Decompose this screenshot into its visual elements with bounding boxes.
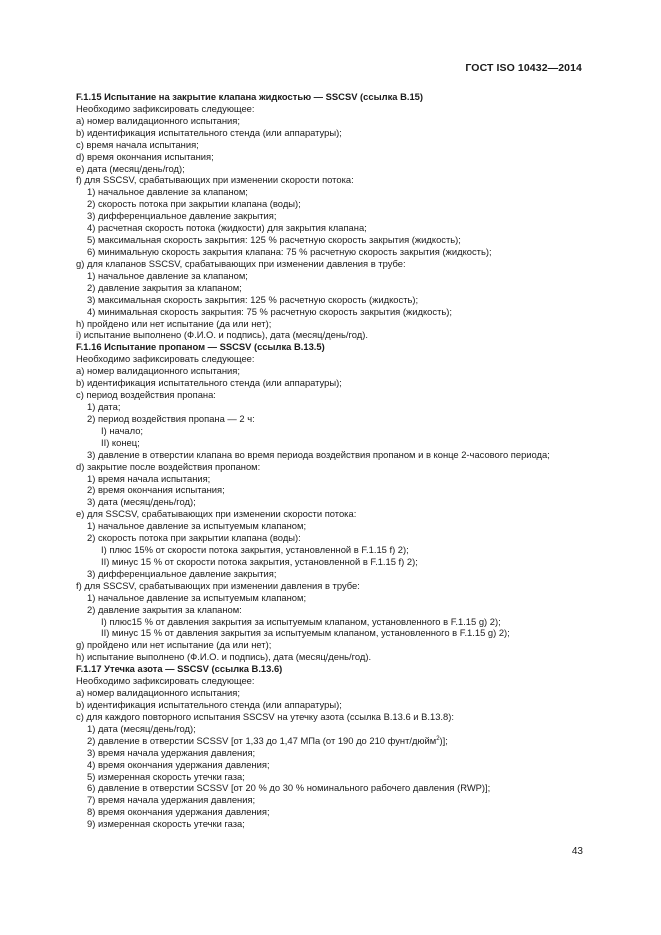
line-text: 2) давление закрытия за клапаном; — [87, 281, 242, 293]
line-text: f) для SSCSV, срабатывающих при изменении давления в трубе: — [76, 579, 360, 591]
line-text: 1) время начала испытания; — [87, 472, 211, 484]
text-line — [76, 544, 606, 556]
text-line — [76, 353, 606, 365]
text-line — [76, 699, 606, 711]
line-text: 3) дифференциальное давление закрытия; — [87, 567, 277, 579]
line-text: F.1.17 Утечка азота — SSCSV (ссылка В.13.6) — [76, 663, 283, 675]
superscript: 2 — [436, 735, 440, 742]
line-text: F.1.15 Испытание на закрытие клапана жидкостью — SSCSV (ссылка В.15) — [76, 91, 424, 102]
line-text: 1) дата; — [87, 400, 121, 412]
text-line — [76, 294, 606, 306]
line-text: 1) начальное давление за клапаном; — [87, 269, 248, 281]
text-line — [76, 711, 606, 723]
text-line — [76, 401, 606, 413]
document-standard-id: ГОСТ ISO 10432—2014 — [465, 62, 582, 74]
text-line — [76, 532, 606, 544]
line-text: 2) период воздействия пропана — 2 ч: — [87, 412, 255, 424]
line-text: f) для SSCSV, срабатывающих при изменении скорости потока: — [76, 174, 354, 186]
text-line — [76, 449, 606, 461]
text-line — [76, 115, 606, 127]
line-text: c) период воздействия пропана: — [76, 389, 216, 401]
text-line — [76, 520, 606, 532]
line-text: h) испытание выполнено (Ф.И.О. и подпись), дата (месяц/день/год). — [76, 651, 372, 663]
line-text: 3) давление в отверстии клапана во время периода воздействия пропаном и в конце 2-часового периода; — [87, 448, 550, 460]
text-line — [76, 496, 606, 508]
text-line — [76, 759, 606, 771]
text-line — [76, 306, 606, 318]
line-text: 3) дата (месяц/день/год); — [87, 496, 196, 508]
text-line — [76, 604, 606, 616]
text-line — [76, 651, 606, 663]
line-text: 4) расчетная скорость потока (жидкости) для закрытия клапана; — [87, 222, 367, 234]
line-text: 2) скорость потока при закрытии клапана (воды); — [87, 198, 301, 210]
line-text: 3) дифференциальное давление закрытия; — [87, 210, 277, 222]
line-text: I) плюс15 % от давления закрытия за испытуемым клапаном, установленного в F.1.15 g) 2); — [101, 615, 501, 627]
line-text: d) закрытие после воздействия пропаном: — [76, 460, 261, 472]
text-line — [76, 461, 606, 473]
text-line — [76, 580, 606, 592]
text-line — [76, 639, 606, 651]
text-line — [76, 484, 606, 496]
line-text: II) конец; — [101, 436, 140, 448]
text-line — [76, 616, 606, 628]
line-text: c) время начала испытания; — [76, 138, 199, 150]
line-text: g) для клапанов SSCSV, срабатывающих при изменении давления в трубе: — [76, 257, 406, 269]
text-line — [76, 246, 606, 258]
text-line — [76, 389, 606, 401]
line-text: g) пройдено или нет испытание (да или нет); — [76, 639, 272, 651]
section-heading — [76, 663, 606, 675]
line-text: 1) начальное давление за испытуемым клапаном; — [87, 520, 307, 532]
text-line — [76, 377, 606, 389]
line-text: 2) время окончания испытания; — [87, 484, 225, 496]
text-line — [76, 365, 606, 377]
text-line — [76, 127, 606, 139]
page-number: 43 — [571, 846, 583, 857]
line-text: 9) измеренная скорость утечки газа; — [87, 818, 245, 830]
line-text: h) пройдено или нет испытание (да или нет); — [76, 317, 272, 329]
line-text: Необходимо зафиксировать следующее: — [76, 102, 255, 114]
text-line — [76, 103, 606, 115]
line-text: I) начало; — [101, 424, 144, 436]
line-text: 8) время окончания удержания давления; — [87, 806, 270, 818]
line-text: а) номер валидационного испытания; — [76, 114, 240, 126]
line-text: а) номер валидационного испытания; — [76, 687, 240, 699]
line-text-tail: )]; — [439, 734, 448, 746]
line-text: а) номер валидационного испытания; — [76, 365, 240, 377]
text-line — [76, 568, 606, 580]
text-line — [76, 735, 606, 747]
text-line — [76, 556, 606, 568]
text-line — [76, 139, 606, 151]
text-line — [76, 627, 606, 639]
line-text: Необходимо зафиксировать следующее: — [76, 353, 255, 365]
text-line — [76, 508, 606, 520]
line-text: 5) измеренная скорость утечки газа; — [87, 770, 245, 782]
document-body — [76, 91, 606, 830]
text-line — [76, 329, 606, 341]
line-text: II) минус 15 % от скорости потока закрытия, установленной в F.1.15 f) 2); — [101, 555, 418, 567]
line-text: 6) давление в отверстии SCSSV [от 20 % до 30 % номинального рабочего давления (RWP)]; — [87, 782, 491, 794]
line-text: 1) начальное давление за клапаном; — [87, 186, 248, 198]
text-line — [76, 151, 606, 163]
line-text: 1) дата (месяц/день/год); — [87, 722, 196, 734]
line-text: 2) давление в отверстии SCSSV [от 1,33 до 1,47 МПа (от 190 до 210 фунт/дюйм — [87, 734, 437, 746]
text-line — [76, 818, 606, 830]
line-text: i) испытание выполнено (Ф.И.О. и подпись), дата (месяц/день/год). — [76, 329, 368, 341]
section-heading — [76, 91, 606, 103]
text-line — [76, 687, 606, 699]
text-line — [76, 723, 606, 735]
text-line — [76, 198, 606, 210]
text-line — [76, 186, 606, 198]
text-line — [76, 174, 606, 186]
line-text: 4) время окончания удержания давления; — [87, 758, 270, 770]
text-line — [76, 210, 606, 222]
text-line — [76, 771, 606, 783]
line-text: c) для каждого повторного испытания SSCSV на утечку азота (ссылка В.13.6 и В.13.8): — [76, 710, 454, 722]
text-line — [76, 425, 606, 437]
line-text: I) плюс 15% от скорости потока закрытия, установленной в F.1.15 f) 2); — [101, 544, 409, 556]
line-text: Необходимо зафиксировать следующее: — [76, 675, 255, 687]
line-text: e) дата (месяц/день/год); — [76, 162, 185, 174]
line-text: 2) давление закрытия за клапаном: — [87, 603, 242, 615]
text-line — [76, 234, 606, 246]
line-text: 6) минимальную скорость закрытия клапана: 75 % расчетную скорость закрытия (жидкость); — [87, 245, 492, 257]
text-line — [76, 318, 606, 330]
text-line — [76, 163, 606, 175]
line-text: 3) время начала удержания давления; — [87, 746, 256, 758]
text-line — [76, 806, 606, 818]
line-text: 1) начальное давление за испытуемым клапаном; — [87, 591, 307, 603]
text-line — [76, 592, 606, 604]
text-line — [76, 747, 606, 759]
line-text: 3) максимальная скорость закрытия: 125 % расчетную скорость (жидкость); — [87, 293, 419, 305]
text-line — [76, 282, 606, 294]
section-heading — [76, 341, 606, 353]
text-line — [76, 782, 606, 794]
line-text: 4) минимальная скорость закрытия: 75 % расчетную скорость закрытия (жидкость); — [87, 305, 452, 317]
text-line — [76, 222, 606, 234]
text-line — [76, 258, 606, 270]
line-text: 7) время начала удержания давления; — [87, 794, 256, 806]
text-line — [76, 270, 606, 282]
line-text: b) идентификация испытательного стенда (или аппаратуры); — [76, 699, 342, 711]
line-text: 2) скорость потока при закрытии клапана (воды): — [87, 532, 301, 544]
line-text: e) для SSCSV, срабатывающих при изменении скорости потока: — [76, 508, 357, 520]
line-text: d) время окончания испытания; — [76, 150, 214, 162]
line-text: b) идентификация испытательного стенда (или аппаратуры); — [76, 377, 342, 389]
text-line — [76, 794, 606, 806]
line-text: b) идентификация испытательного стенда (или аппаратуры); — [76, 126, 342, 138]
line-text: F.1.16 Испытание пропаном — SSCSV (ссылка В.13.5) — [76, 341, 325, 353]
text-line — [76, 437, 606, 449]
line-text: II) минус 15 % от давления закрытия за испытуемым клапаном, установленного в F.1.15 g) 2); — [101, 627, 510, 639]
text-line — [76, 675, 606, 687]
line-text: 5) максимальная скорость закрытия: 125 % расчетную скорость закрытия (жидкость); — [87, 234, 461, 246]
text-line — [76, 413, 606, 425]
text-line — [76, 473, 606, 485]
